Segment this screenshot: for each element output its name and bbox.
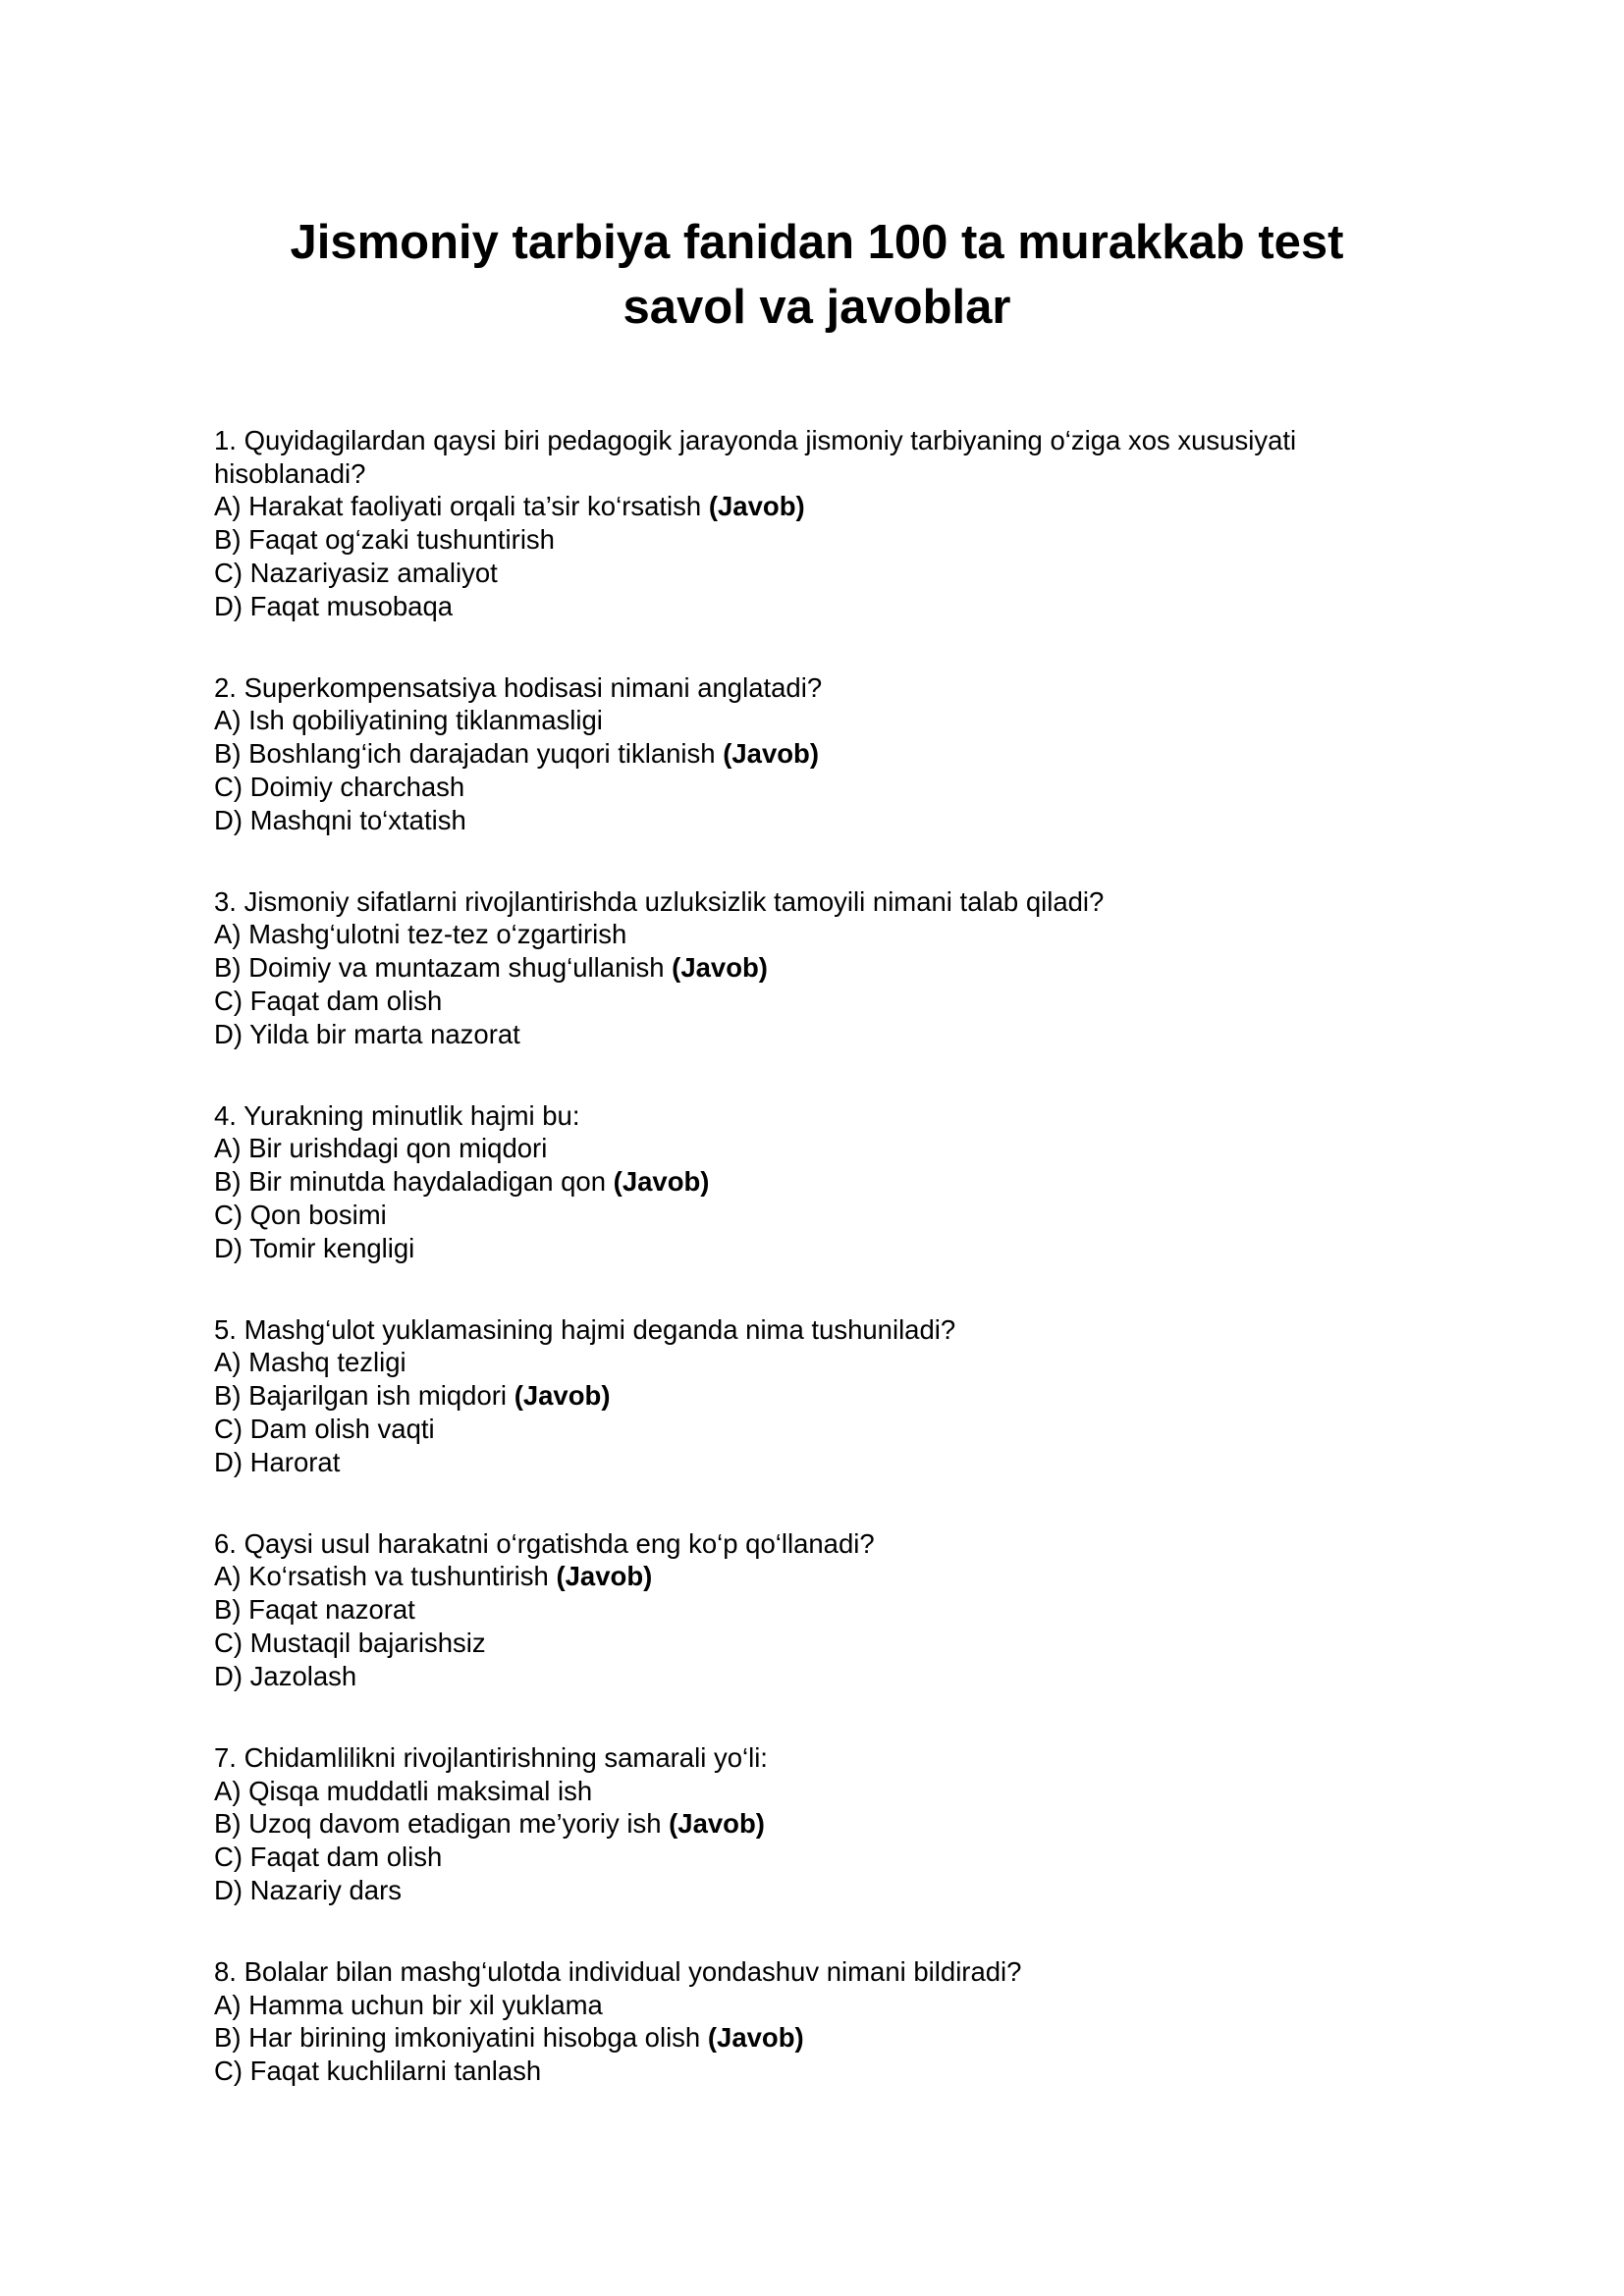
answer-option-text: C) Doimiy charchash <box>214 771 465 802</box>
answer-option <box>214 1132 1422 1165</box>
answer-option <box>214 771 1422 804</box>
answer-option <box>214 1593 1422 1627</box>
answer-option-text: A) Bir urishdagi qon miqdori <box>214 1133 548 1164</box>
answer-option-text: B) Doimiy va muntazam shug‘ullanish <box>214 952 665 984</box>
question-block <box>214 1527 1422 1693</box>
question-text: 8. Bolalar bilan mashg‘ulotda individual yondashuv nimani bildiradi? <box>214 1955 1022 1987</box>
question-text: 1. Quyidagilardan qaysi biri pedagogik jarayonda jismoniy tarbiyaning o‘ziga xos xususiyati hisoblanadi? <box>214 425 1297 489</box>
answer-option <box>214 704 1422 737</box>
question-text: 2. Superkompensatsiya hodisasi nimani anglatadi? <box>214 671 823 703</box>
answer-option <box>214 1165 1422 1199</box>
answer-option <box>214 985 1422 1018</box>
correct-answer-mark: (Javob) <box>613 1166 710 1198</box>
answer-option-text: A) Ko‘rsatish va tushuntirish <box>214 1561 549 1592</box>
answer-option-text: D) Jazolash <box>214 1660 357 1691</box>
answer-option <box>214 1775 1422 1808</box>
answer-option-text: D) Yilda bir marta nazorat <box>214 1018 520 1049</box>
answer-option-text: A) Mashq tezligi <box>214 1347 406 1378</box>
answer-option <box>214 1199 1422 1232</box>
answer-option <box>214 1660 1422 1693</box>
question-list <box>214 424 1422 2088</box>
answer-option <box>214 1627 1422 1660</box>
answer-option <box>214 737 1422 771</box>
answer-option <box>214 1346 1422 1379</box>
answer-option-text: A) Hamma uchun bir xil yuklama <box>214 1989 603 2020</box>
answer-option-text: A) Harakat faoliyati orqali ta’sir ko‘rsatish <box>214 491 702 522</box>
answer-option-text: B) Bajarilgan ish miqdori <box>214 1380 508 1412</box>
answer-option-text: A) Mashg‘ulotni tez-tez o‘zgartirish <box>214 919 627 950</box>
answer-option <box>214 804 1422 837</box>
answer-option <box>214 1841 1422 1874</box>
question-block <box>214 1099 1422 1265</box>
title-line: savol va javoblar <box>623 281 1011 334</box>
answer-option-text: D) Nazariy dars <box>214 1874 403 1905</box>
answer-option <box>214 590 1422 623</box>
answer-option <box>214 1446 1422 1479</box>
question-block <box>214 671 1422 837</box>
answer-option-text: D) Tomir kengligi <box>214 1232 415 1263</box>
title-line: Jismoniy tarbiya fanidan 100 ta murakkab test <box>290 216 1344 269</box>
answer-option-text: B) Faqat nazorat <box>214 1594 415 1626</box>
question-block <box>214 885 1422 1051</box>
answer-option <box>214 490 1422 523</box>
answer-option <box>214 1807 1422 1841</box>
answer-option-text: D) Mashqni to‘xtatish <box>214 804 466 835</box>
correct-answer-mark: (Javob) <box>708 491 805 522</box>
answer-option-text: C) Faqat dam olish <box>214 985 443 1016</box>
answer-option-text: B) Har birining imkoniyatini hisobga olish <box>214 2022 701 2054</box>
correct-answer-mark: (Javob) <box>723 738 820 770</box>
correct-answer-mark: (Javob) <box>707 2022 804 2054</box>
correct-answer-mark: (Javob) <box>556 1561 653 1592</box>
question-block <box>214 1741 1422 1907</box>
answer-option-text: D) Faqat musobaqa <box>214 590 454 621</box>
question-block <box>214 424 1422 622</box>
question-block <box>214 1955 1422 2088</box>
answer-option-text: B) Bir minutda haydaladigan qon <box>214 1166 607 1198</box>
answer-option <box>214 523 1422 557</box>
question-text: 7. Chidamlilikni rivojlantirishning samarali yo‘li: <box>214 1741 768 1773</box>
correct-answer-mark: (Javob) <box>672 952 768 984</box>
answer-option <box>214 951 1422 985</box>
question-text: 6. Qaysi usul harakatni o‘rgatishda eng ko‘p qo‘llanadi? <box>214 1527 875 1559</box>
answer-option <box>214 2055 1422 2088</box>
answer-option <box>214 1232 1422 1265</box>
answer-option-text: A) Qisqa muddatli maksimal ish <box>214 1775 593 1806</box>
question-text: 3. Jismoniy sifatlarni rivojlantirishda uzluksizlik tamoyili nimani talab qiladi? <box>214 885 1105 917</box>
correct-answer-mark: (Javob) <box>514 1380 611 1412</box>
answer-option <box>214 2021 1422 2055</box>
answer-option-text: C) Dam olish vaqti <box>214 1413 435 1444</box>
question-text: 4. Yurakning minutlik hajmi bu: <box>214 1099 580 1131</box>
answer-option-text: B) Boshlang‘ich darajadan yuqori tiklanish <box>214 738 716 770</box>
answer-option-text: C) Faqat kuchlilarni tanlash <box>214 2055 542 2086</box>
answer-option-text: C) Faqat dam olish <box>214 1841 443 1872</box>
question-block <box>214 1313 1422 1479</box>
answer-option <box>214 1989 1422 2022</box>
answer-option-text: B) Faqat og‘zaki tushuntirish <box>214 524 555 556</box>
answer-option-text: D) Harorat <box>214 1446 341 1477</box>
answer-option-text: A) Ish qobiliyatining tiklanmasligi <box>214 705 603 736</box>
answer-option-text: C) Nazariyasiz amaliyot <box>214 557 498 588</box>
answer-option-text: C) Mustaqil bajarishsiz <box>214 1627 486 1658</box>
answer-option <box>214 1379 1422 1413</box>
answer-option <box>214 918 1422 951</box>
correct-answer-mark: (Javob) <box>669 1808 765 1840</box>
answer-option <box>214 1018 1422 1051</box>
answer-option <box>214 1874 1422 1907</box>
answer-option-text: C) Qon bosimi <box>214 1199 387 1230</box>
document-title <box>0 210 1624 340</box>
answer-option <box>214 1560 1422 1593</box>
answer-option <box>214 557 1422 590</box>
question-text: 5. Mashg‘ulot yuklamasining hajmi deganda nima tushuniladi? <box>214 1313 956 1345</box>
answer-option <box>214 1413 1422 1446</box>
answer-option-text: B) Uzoq davom etadigan me’yoriy ish <box>214 1808 662 1840</box>
